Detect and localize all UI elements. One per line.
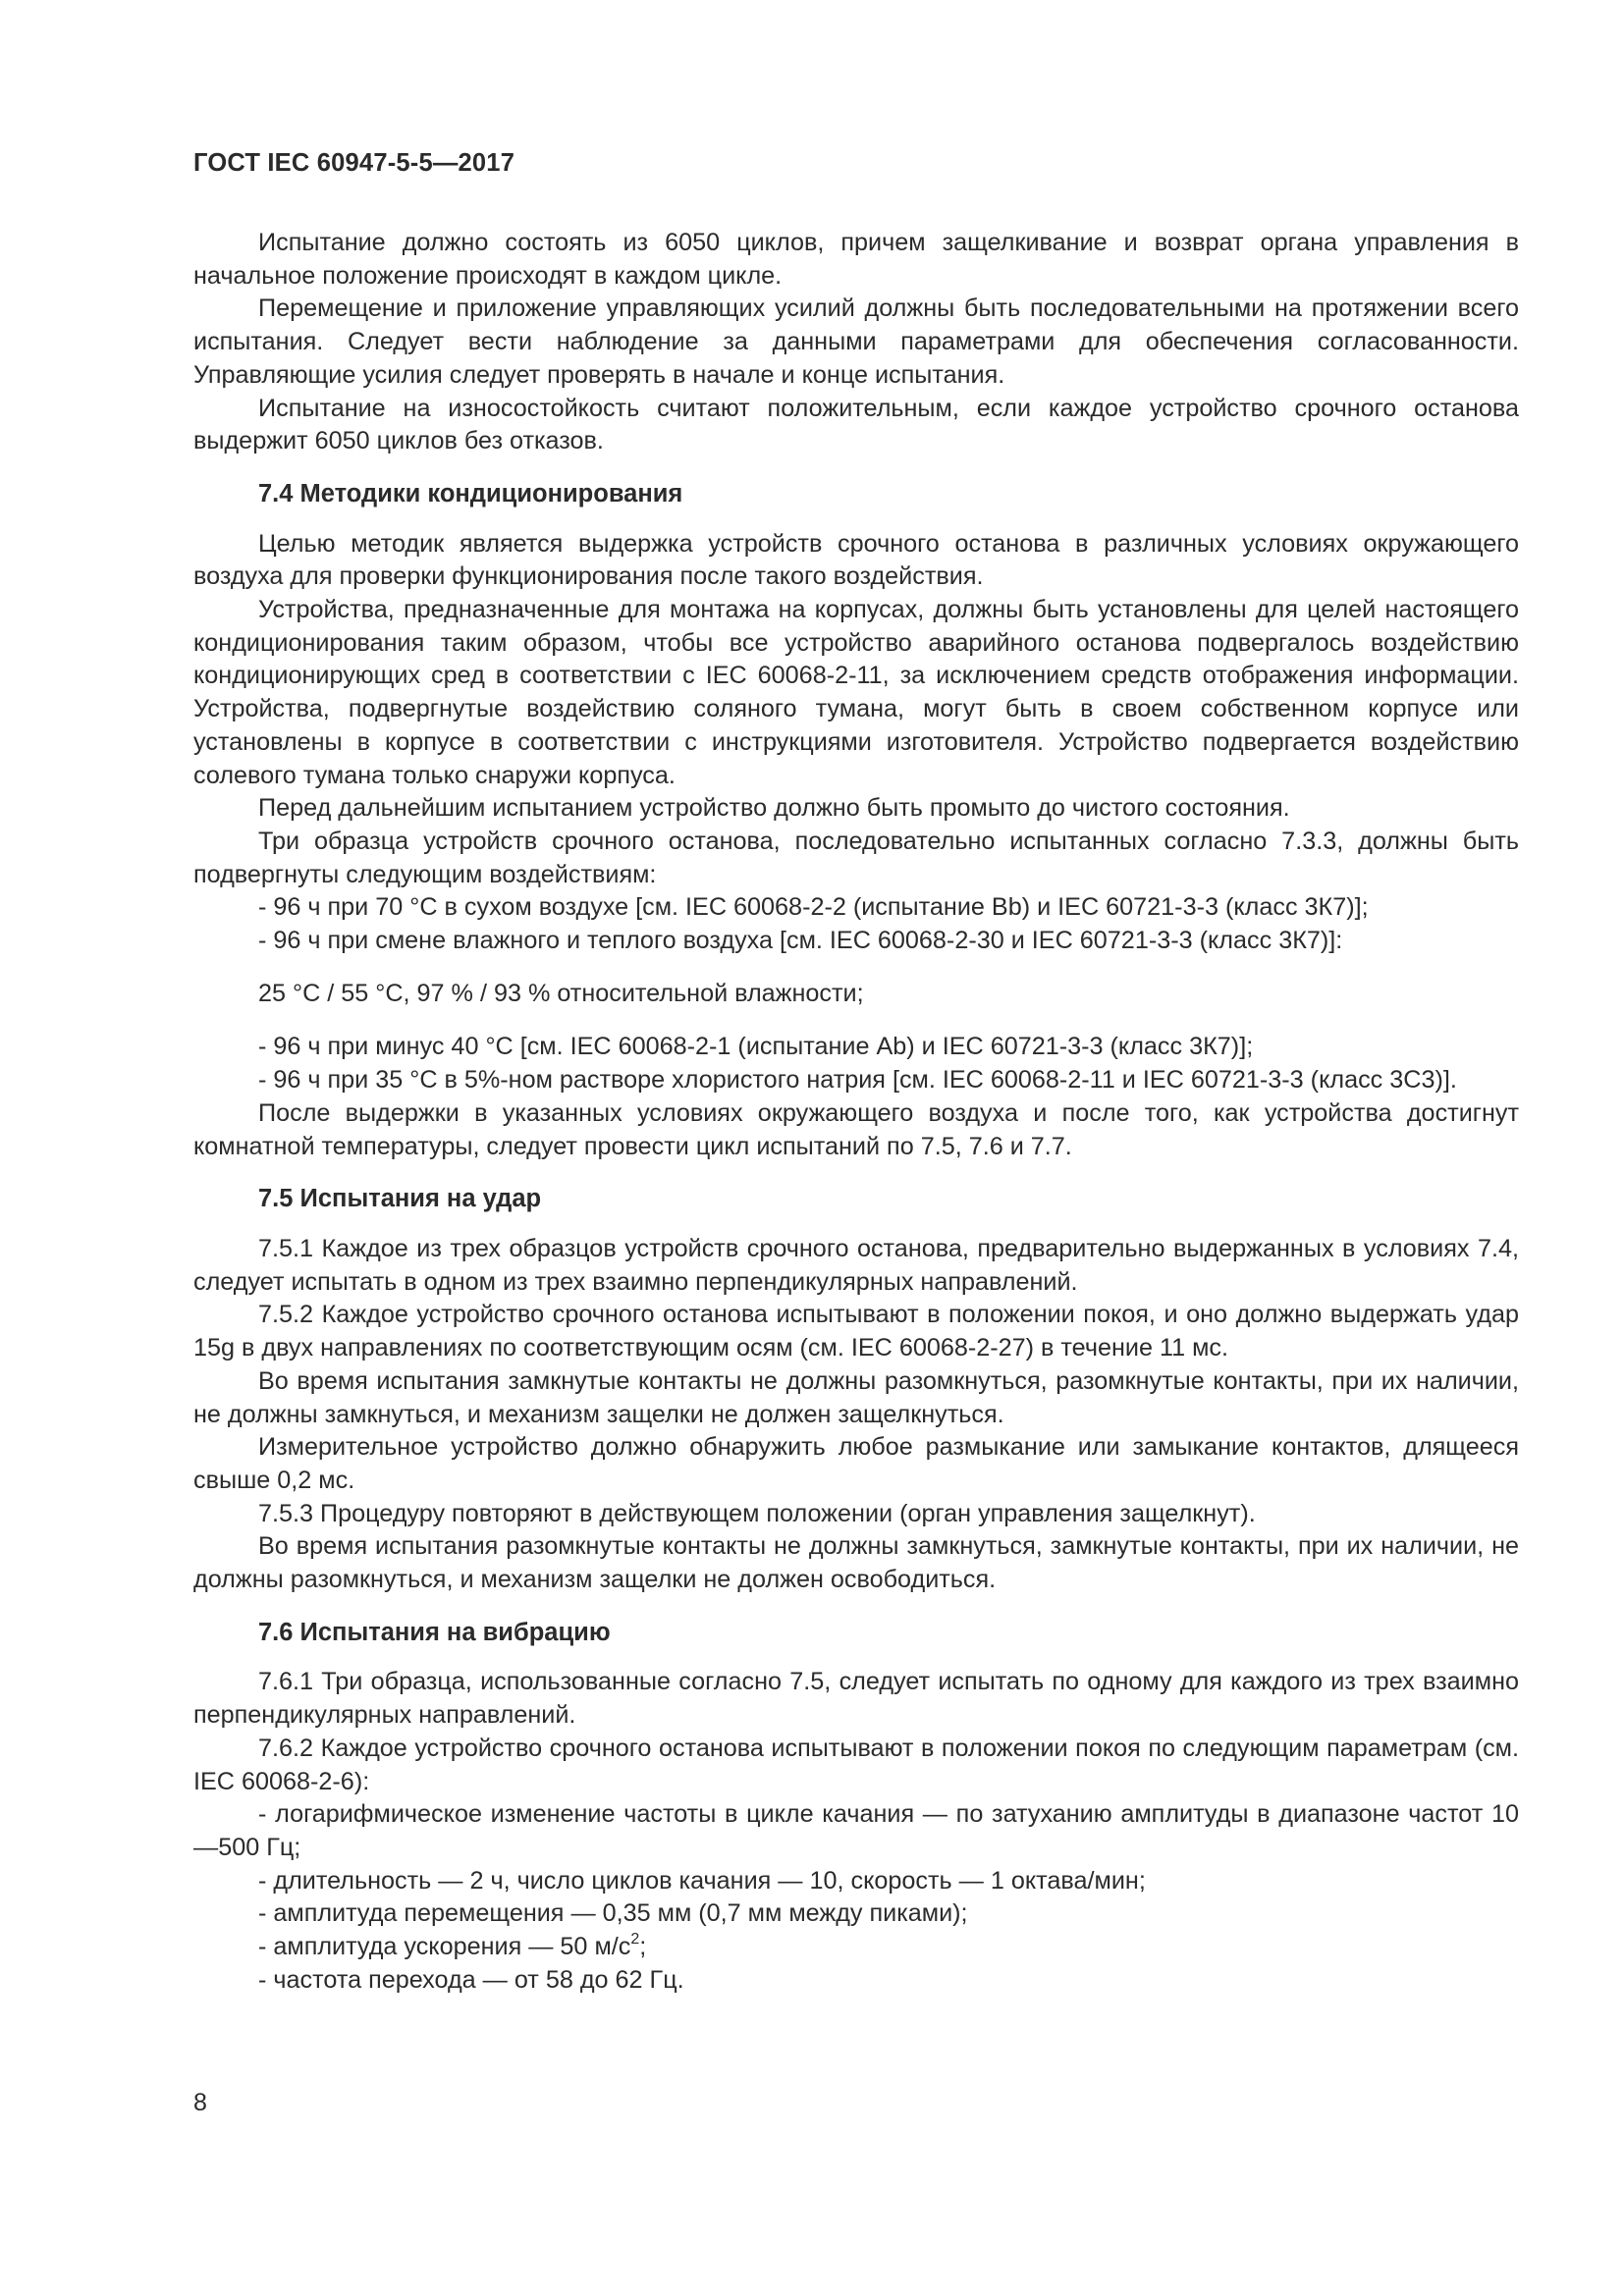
paragraph: Испытание должно состоять из 6050 циклов, причем защелкивание и возврат органа управления в начальное положение происходят в каждом цикле. <box>193 229 1519 290</box>
paragraph: Перед дальнейшим испытанием устройство должно быть промыто до чистого состояния. <box>258 794 1290 823</box>
paragraph: Во время испытания разомкнутые контакты не должны замкнуться, замкнутые контакты, при их наличии, не должны разомкнуться, и механизм защелки не должен освободиться. <box>193 1532 1519 1594</box>
page-number: 8 <box>193 2089 207 2116</box>
paragraph: Измерительное устройство должно обнаружить любое размыкание или замыкание контактов, длящееся свыше 0,2 мс. <box>193 1433 1519 1494</box>
paragraph: 7.5.2 Каждое устройство срочного останова испытывают в положении покоя, и оно должно выдержать удар 15g в двух направлениях по соответствующим осям (см. IEC 60068-2-27) в течение 11 мс. <box>193 1301 1519 1362</box>
list-item: - 96 ч при смене влажного и теплого воздуха [см. IEC 60068-2-30 и IEC 60721-3-3 (класс 3К7)]: <box>258 927 1343 955</box>
paragraph: После выдержки в указанных условиях окружающего воздуха и после того, как устройства достигнут комнатной температуры, следует провести цикл испытаний по 7.5, 7.6 и 7.7. <box>193 1098 1519 1160</box>
paragraph: 7.5.3 Процедуру повторяют в действующем положении (орган управления защелкнут). <box>258 1499 1256 1527</box>
document-body <box>193 227 1519 1997</box>
document-header: ГОСТ IEC 60947-5-5—2017 <box>193 149 515 177</box>
paragraph: Испытание на износостойкость считают положительным, если каждое устройство срочного останова выдержит 6050 циклов без отказов. <box>193 394 1519 455</box>
formula: 25 °С / 55 °С, 97 % / 93 % относительной влажности; <box>258 979 864 1007</box>
paragraph: 7.6.1 Три образца, использованные согласно 7.5, следует испытать по одному для каждого из трех взаимно перпендикулярных направлений. <box>193 1668 1519 1730</box>
paragraph: Перемещение и приложение управляющих усилий должны быть последовательными на протяжении всего испытания. Следует вести наблюдение за данными параметрами для обеспечения согласованности. Управляющие усилия следует проверять в начале и конце испытания. <box>193 294 1519 389</box>
list-item: - логарифмическое изменение частоты в цикле качания — по затуханию амплитуды в диапазоне частот 10—500 Гц; <box>193 1800 1519 1861</box>
list-item: - 96 ч при 70 °С в сухом воздухе [см. IEC 60068-2-2 (испытание Bb) и IEC 60721-3-3 (класс 3К7)]; <box>258 893 1369 922</box>
list-item <box>193 1931 1519 1964</box>
paragraph: Во время испытания замкнутые контакты не должны разомкнуться, разомкнутые контакты, при их наличии, не должны замкнуться, и механизм защелки не должен защелкнуться. <box>193 1366 1519 1428</box>
section-heading-7-4: 7.4 Методики кондиционирования <box>258 479 683 507</box>
list-item: - амплитуда перемещения — 0,35 мм (0,7 мм между пиками); <box>258 1899 968 1928</box>
paragraph: Три образца устройств срочного останова, последовательно испытанных согласно 7.3.3, должны быть подвергнуты следующим воздействиям: <box>193 827 1519 888</box>
section-heading-7-5: 7.5 Испытания на удар <box>258 1185 542 1213</box>
paragraph: Целью методик является выдержка устройств срочного останова в различных условиях окружающего воздуха для проверки функционирования после такого воздействия. <box>193 529 1519 591</box>
list-item: - частота перехода — от 58 до 62 Гц. <box>258 1965 684 1994</box>
paragraph: 7.6.2 Каждое устройство срочного останова испытывают в положении покоя по следующим параметрам (см. IEC 60068-2-6): <box>193 1734 1519 1795</box>
paragraph: Устройства, предназначенные для монтажа на корпусах, должны быть установлены для целей настоящего кондиционирования таким образом, чтобы все устройство аварийного останова подвергалось воздействию кондиционирующих сред в соответствии с IEC 60068-2-11, за исключением средств отображения информации. Устройства, подвергнутые воздействию соляного тумана, могут быть в своем собственном корпусе или установлены в корпусе в соответствии с инструкциями изготовителя. Устройство подвергается воздействию солевого тумана только снаружи корпуса. <box>193 596 1519 789</box>
list-item: - 96 ч при 35 °С в 5%-ном растворе хлористого натрия [см. IEC 60068-2-11 и IEC 60721-3-3 (класс 3С3)]. <box>258 1066 1457 1095</box>
list-item: - длительность — 2 ч, число циклов качания — 10, скорость — 1 октава/мин; <box>258 1866 1146 1895</box>
section-heading-7-6: 7.6 Испытания на вибрацию <box>258 1618 611 1646</box>
accel-end: ; <box>639 1933 647 1961</box>
superscript: 2 <box>630 1930 640 1948</box>
accel-text: - амплитуда ускорения — 50 м/с <box>258 1933 631 1961</box>
list-item: - 96 ч при минус 40 °С [см. IEC 60068-2-1 (испытание Ab) и IEC 60721-3-3 (класс 3К7)]; <box>258 1033 1254 1061</box>
paragraph: 7.5.1 Каждое из трех образцов устройств срочного останова, предварительно выдержанных в условиях 7.4, следует испытать в одном из трех взаимно перпендикулярных направлений. <box>193 1234 1519 1296</box>
